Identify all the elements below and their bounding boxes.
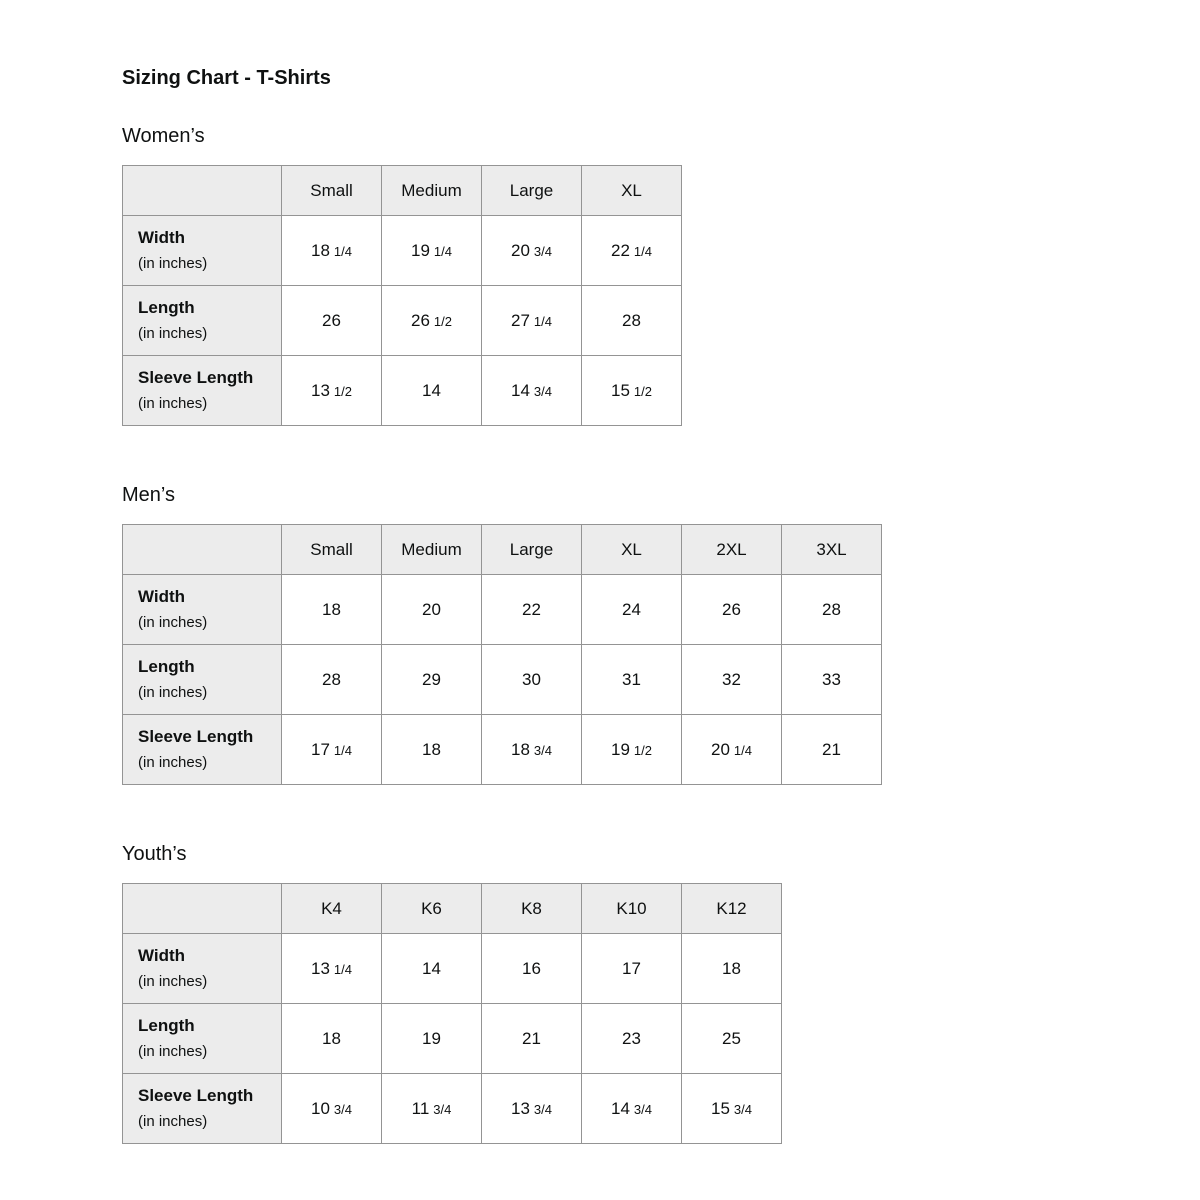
fraction-part: 1/4 (533, 313, 552, 329)
row-label (123, 645, 282, 715)
fraction-part: 3/4 (633, 1101, 652, 1117)
fraction-part: 1/2 (333, 383, 352, 399)
row-label-title: Length (138, 656, 195, 676)
corner-cell (123, 166, 282, 216)
table-row (123, 1004, 782, 1074)
row-label-unit: (in inches) (138, 254, 208, 272)
size-value-cell: 18 (382, 715, 482, 785)
section-mens (122, 481, 1160, 785)
row-label (123, 715, 282, 785)
row-label-unit: (in inches) (138, 1112, 208, 1130)
size-value-cell: 19 1/4 (382, 216, 482, 286)
section-heading-youths: Youth’s (122, 843, 187, 865)
table-row (123, 645, 882, 715)
column-header: Medium (382, 166, 482, 216)
youths-size-table-slot (122, 883, 1160, 1144)
table-row (123, 356, 682, 426)
size-table (122, 165, 682, 426)
row-label (123, 356, 282, 426)
mens-size-table-slot (122, 524, 1160, 785)
fraction-part: 3/4 (533, 1101, 552, 1117)
size-value-cell: 13 1/2 (282, 356, 382, 426)
column-header: Medium (382, 525, 482, 575)
column-header: K12 (682, 884, 782, 934)
size-value-cell: 16 (482, 934, 582, 1004)
fraction-part: 3/4 (733, 1101, 752, 1117)
size-table (122, 524, 882, 785)
fraction-part: 1/4 (733, 742, 752, 758)
column-header: 2XL (682, 525, 782, 575)
fraction-part: 3/4 (433, 1101, 452, 1117)
header-row (123, 525, 882, 575)
size-value-cell: 28 (282, 645, 382, 715)
row-label-unit: (in inches) (138, 613, 208, 631)
size-value-cell: 11 3/4 (382, 1074, 482, 1144)
size-table (122, 883, 782, 1144)
column-header: K10 (582, 884, 682, 934)
row-label-title: Sleeve Length (138, 1085, 254, 1105)
column-header: Small (282, 166, 382, 216)
table-row (123, 715, 882, 785)
womens-size-table-slot (122, 165, 1160, 426)
column-header: K8 (482, 884, 582, 934)
row-label (123, 575, 282, 645)
size-value-cell: 13 1/4 (282, 934, 382, 1004)
size-value-cell: 26 (682, 575, 782, 645)
column-header: Small (282, 525, 382, 575)
fraction-part: 1/4 (333, 243, 352, 259)
row-label (123, 286, 282, 356)
fraction-part: 3/4 (533, 243, 552, 259)
size-value-cell: 26 1/2 (382, 286, 482, 356)
size-value-cell: 19 1/2 (582, 715, 682, 785)
row-label-title: Width (138, 586, 186, 606)
section-womens (122, 122, 1160, 426)
page-title: Sizing Chart - T-Shirts (122, 67, 331, 89)
table-row (123, 1074, 782, 1144)
size-value-cell: 33 (782, 645, 882, 715)
fraction-part: 1/4 (433, 243, 452, 259)
section-youths (122, 840, 1160, 1144)
row-label (123, 1004, 282, 1074)
row-label-unit: (in inches) (138, 972, 208, 990)
row-label-unit: (in inches) (138, 324, 208, 342)
row-label-unit: (in inches) (138, 753, 208, 771)
size-value-cell: 20 (382, 575, 482, 645)
column-header: K4 (282, 884, 382, 934)
section-heading-womens: Women’s (122, 125, 205, 147)
size-value-cell: 25 (682, 1004, 782, 1074)
fraction-part: 3/4 (533, 742, 552, 758)
header-row (123, 166, 682, 216)
size-value-cell: 19 (382, 1004, 482, 1074)
column-header: Large (482, 166, 582, 216)
row-label-title: Length (138, 297, 195, 317)
fraction-part: 1/2 (633, 383, 652, 399)
row-label (123, 1074, 282, 1144)
size-value-cell: 15 3/4 (682, 1074, 782, 1144)
size-value-cell: 20 1/4 (682, 715, 782, 785)
size-value-cell: 13 3/4 (482, 1074, 582, 1144)
table-row (123, 934, 782, 1004)
size-value-cell: 15 1/2 (582, 356, 682, 426)
row-label-title: Sleeve Length (138, 726, 254, 746)
size-value-cell: 24 (582, 575, 682, 645)
size-value-cell: 18 (282, 575, 382, 645)
row-label-unit: (in inches) (138, 683, 208, 701)
size-value-cell: 32 (682, 645, 782, 715)
size-value-cell: 14 3/4 (582, 1074, 682, 1144)
row-label-title: Width (138, 227, 186, 247)
row-label-unit: (in inches) (138, 1042, 208, 1060)
size-value-cell: 22 (482, 575, 582, 645)
fraction-part: 1/2 (633, 742, 652, 758)
row-label-unit: (in inches) (138, 394, 208, 412)
size-value-cell: 14 (382, 356, 482, 426)
size-value-cell: 18 3/4 (482, 715, 582, 785)
size-value-cell: 20 3/4 (482, 216, 582, 286)
corner-cell (123, 525, 282, 575)
size-value-cell: 21 (482, 1004, 582, 1074)
size-value-cell: 30 (482, 645, 582, 715)
fraction-part: 1/4 (633, 243, 652, 259)
size-value-cell: 17 (582, 934, 682, 1004)
size-value-cell: 18 (282, 1004, 382, 1074)
size-value-cell: 14 (382, 934, 482, 1004)
row-label-title: Length (138, 1015, 195, 1035)
size-value-cell: 21 (782, 715, 882, 785)
column-header: K6 (382, 884, 482, 934)
size-value-cell: 18 1/4 (282, 216, 382, 286)
row-label-title: Sleeve Length (138, 367, 254, 387)
size-value-cell: 23 (582, 1004, 682, 1074)
size-value-cell: 28 (782, 575, 882, 645)
size-value-cell: 29 (382, 645, 482, 715)
size-value-cell: 14 3/4 (482, 356, 582, 426)
corner-cell (123, 884, 282, 934)
column-header: XL (582, 525, 682, 575)
row-label-title: Width (138, 945, 186, 965)
table-row (123, 216, 682, 286)
size-value-cell: 22 1/4 (582, 216, 682, 286)
column-header: XL (582, 166, 682, 216)
table-row (123, 286, 682, 356)
fraction-part: 3/4 (533, 383, 552, 399)
fraction-part: 1/4 (333, 742, 352, 758)
size-value-cell: 31 (582, 645, 682, 715)
size-value-cell: 28 (582, 286, 682, 356)
header-row (123, 884, 782, 934)
row-label (123, 216, 282, 286)
size-value-cell: 10 3/4 (282, 1074, 382, 1144)
fraction-part: 1/2 (433, 313, 452, 329)
size-value-cell: 18 (682, 934, 782, 1004)
column-header: Large (482, 525, 582, 575)
column-header: 3XL (782, 525, 882, 575)
fraction-part: 1/4 (333, 961, 352, 977)
size-value-cell: 17 1/4 (282, 715, 382, 785)
section-heading-mens: Men’s (122, 484, 175, 506)
table-row (123, 575, 882, 645)
size-value-cell: 26 (282, 286, 382, 356)
fraction-part: 3/4 (333, 1101, 352, 1117)
size-value-cell: 27 1/4 (482, 286, 582, 356)
row-label (123, 934, 282, 1004)
